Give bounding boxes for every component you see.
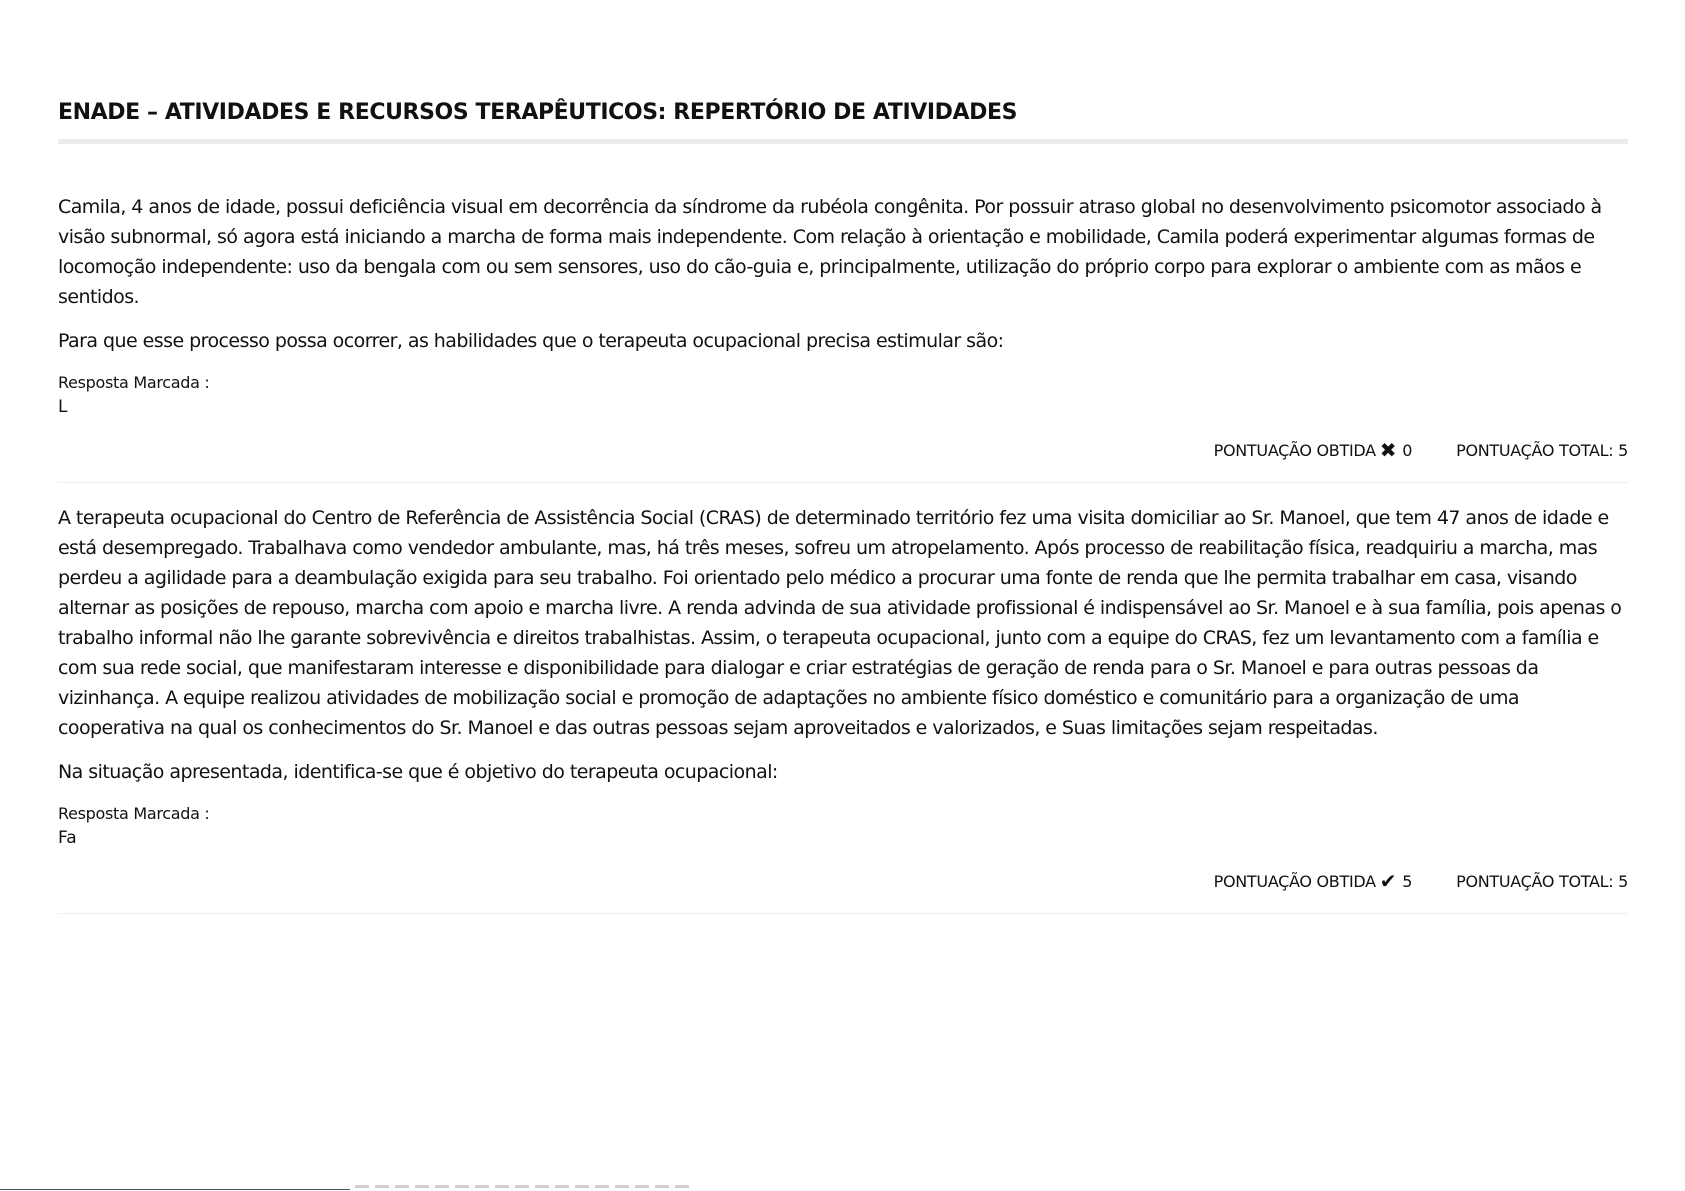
question-text: A terapeuta ocupacional do Centro de Referência de Assistência Social (CRAS) de determinado território fez uma visita domiciliar ao Sr. Manoel, que tem 47 anos de idade e está desempregado. Trabalhava como vendedor ambulante, mas, há três meses, sofreu um atropelamento. Após processo de reabilitação física, readquiriu a marcha, mas perdeu a agilidade para a deambulação exigida para seu trabalho. Foi orientado pelo médico a procurar uma fonte de renda que lhe permita trabalhar em casa, visando alternar as posições de repouso, marcha com apoio e marcha livre. A renda advinda de sua atividade profissional é indispensável ao Sr. Manoel e à sua família, pois apenas o trabalho informal não lhe garante sobrevivência e direitos trabalhistas. Assim, o terapeuta ocupacional, junto com a equipe do CRAS, fez um levantamento com a família e com sua rede social, que manifestaram interesse e disponibilidade para dialogar e criar estratégias de geração de renda para o Sr. Manoel e para outras pessoas da vizinhança. A equipe realizou atividades de mobilização social e promoção de adaptações no ambiente físico doméstico e comunitário para a organização de uma cooperativa na qual os conhecimentos do Sr. Manoel e das outras pessoas sejam aproveitados e valorizados, e Suas limitações sejam respeitadas.: [58, 507, 1622, 739]
answer-label: Resposta Marcada :: [58, 804, 210, 823]
answer-value: L: [58, 397, 68, 417]
question-text: Camila, 4 anos de idade, possui deficiência visual em decorrência da síndrome da rubéola congênita. Por possuir atraso global no desenvolvimento psicomotor associado à visão subnormal, só agora está iniciando a marcha de forma mais independente. Com relação à orientação e mobilidade, Camila poderá experimentar algumas formas de locomoção independente: uso da bengala com ou sem sensores, uso do cão-guia e, principalmente, utilização do próprio corpo para explorar o ambiente com as mãos e sentidos.: [58, 196, 1602, 308]
page-title: ENADE – ATIVIDADES E RECURSOS TERAPÊUTICOS: REPERTÓRIO DE ATIVIDADES: [58, 100, 1628, 144]
score-obtained-value: 5: [1402, 871, 1413, 891]
score-obtained: [1214, 871, 1412, 891]
footer-divider: [0, 1189, 350, 1190]
footer-faint-text: [355, 1185, 695, 1188]
check-icon: ✔: [1379, 869, 1397, 893]
score-total: PONTUAÇÃO TOTAL: 5: [1456, 440, 1628, 460]
score-obtained-label: PONTUAÇÃO OBTIDA: [1213, 440, 1376, 460]
page-content: [58, 100, 1628, 914]
score-obtained-label: PONTUAÇÃO OBTIDA: [1213, 871, 1376, 891]
question-prompt: Para que esse processo possa ocorrer, as habilidades que o terapeuta ocupacional precisa estimular são:: [58, 330, 1004, 352]
score-row: [58, 851, 1628, 913]
cross-icon: ✖: [1379, 438, 1397, 462]
answer-label: Resposta Marcada :: [58, 373, 210, 392]
score-obtained-value: 0: [1402, 440, 1413, 460]
question-prompt: Na situação apresentada, identifica-se que é objetivo do terapeuta ocupacional:: [58, 761, 778, 783]
answer-value: Fa: [58, 828, 77, 848]
question-1: [58, 144, 1628, 483]
score-total: PONTUAÇÃO TOTAL: 5: [1456, 871, 1628, 891]
score-row: [58, 420, 1628, 482]
score-obtained: [1214, 440, 1412, 460]
question-2: [58, 483, 1628, 914]
